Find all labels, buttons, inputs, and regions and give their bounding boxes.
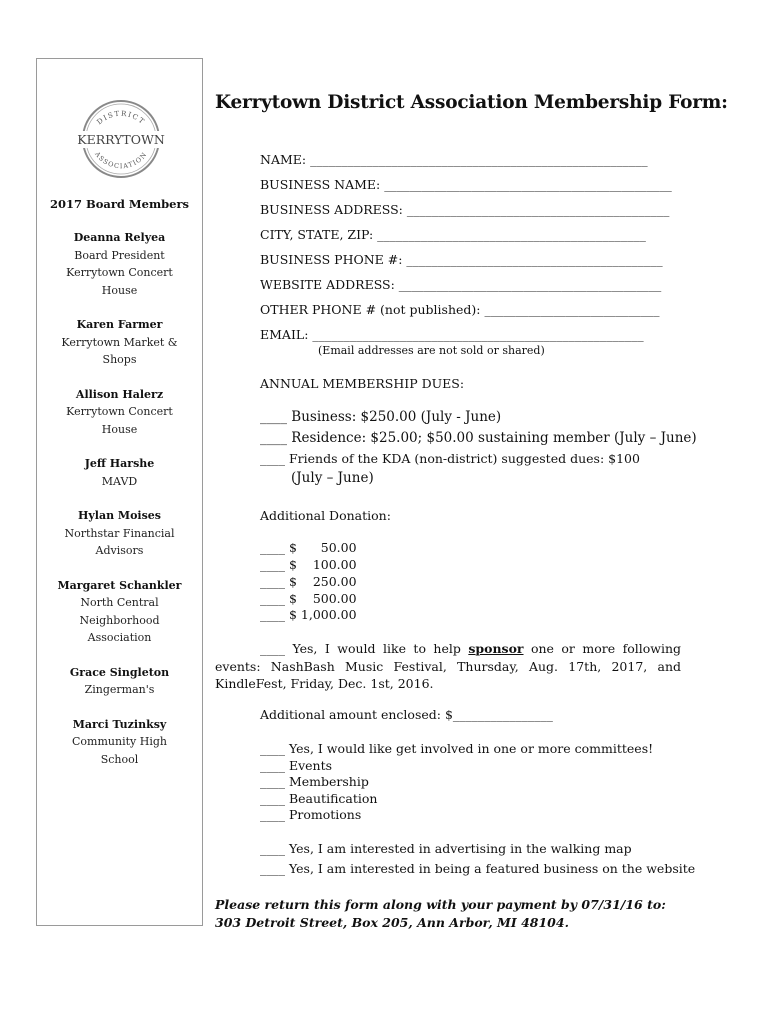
- business-address-field[interactable]: BUSINESS ADDRESS: __________________________________________: [260, 202, 670, 217]
- sponsor-paragraph[interactable]: [215, 640, 681, 693]
- dues-residence-option[interactable]: ____ Residence: $25.00; $50.00 sustaining member (July – June): [260, 430, 697, 446]
- donation-option[interactable]: ____ $ 100.00: [260, 557, 357, 572]
- featured-business-option[interactable]: ____ Yes, I am interested in being a featured business on the website: [260, 861, 696, 876]
- board-sidebar: [36, 58, 203, 926]
- dues-heading: ANNUAL MEMBERSHIP DUES:: [260, 376, 465, 391]
- email-field[interactable]: EMAIL: _____________________________________________________: [260, 327, 644, 342]
- other-phone-field[interactable]: OTHER PHONE # (not published): ____________________________: [260, 302, 660, 317]
- logo-bottom-text: ASSOCIATION: [93, 150, 149, 171]
- board-members-heading: 2017 Board Members: [49, 197, 190, 211]
- kerrytown-logo: [71, 89, 171, 189]
- board-member-name: Grace Singleton: [69, 665, 170, 679]
- board-member-name: Deanna Relyea: [73, 231, 166, 244]
- dues-friends-option[interactable]: ____ Friends of the KDA (non-district) suggested dues: $100: [260, 451, 640, 466]
- board-member-role: Zingerman's: [84, 683, 155, 696]
- committees-intro[interactable]: ____ Yes, I would like get involved in one or more committees!: [260, 741, 654, 756]
- committee-option[interactable]: ____ Events: [260, 758, 333, 773]
- svg-text:ASSOCIATION: [93, 149, 149, 170]
- logo-main-text: KERRYTOWN: [77, 132, 165, 147]
- city-state-zip-field[interactable]: CITY, STATE, ZIP: ___________________________________________: [260, 227, 646, 242]
- board-member-name: Hylan Moises: [78, 509, 161, 522]
- svg-text:DISTRICT: [96, 110, 147, 127]
- additional-amount-field[interactable]: Additional amount enclosed: $________________: [260, 707, 553, 722]
- board-member-name: Marci Tuzinksy: [72, 717, 167, 731]
- board-member-role: Kerrytown Concert House: [66, 405, 173, 436]
- committee-option[interactable]: ____ Beautification: [260, 791, 378, 806]
- board-member: [37, 316, 202, 369]
- advertising-option[interactable]: ____ Yes, I am interested in advertising in the walking map: [260, 841, 632, 856]
- return-instructions: [215, 896, 666, 931]
- board-member-role: Community High School: [72, 735, 167, 766]
- sponsor-keyword: sponsor: [468, 641, 524, 656]
- district-seal-icon: [71, 89, 171, 189]
- name-field[interactable]: NAME: ______________________________________________________: [260, 152, 648, 167]
- business-name-field[interactable]: BUSINESS NAME: ______________________________________________: [260, 177, 672, 192]
- donation-option[interactable]: ____ $ 500.00: [260, 591, 357, 606]
- board-member-name: Margaret Schankler: [57, 578, 182, 592]
- board-member-role: MAVD: [101, 474, 138, 488]
- committee-option[interactable]: ____ Membership: [260, 774, 369, 789]
- board-member-name: Karen Farmer: [76, 318, 163, 331]
- donation-heading: Additional Donation:: [260, 508, 391, 523]
- dues-friends-period: (July – June): [291, 470, 374, 486]
- board-member: [37, 716, 202, 769]
- board-member-role: North Central Neighborhood Association: [79, 596, 160, 644]
- sponsor-suffix: one or more following events: NashBash Music Festival, Thursday, Aug. 17th, 2017, and KindleFest, Friday, Dec. 1st, 2016.: [215, 641, 681, 691]
- email-note: (Email addresses are not sold or shared): [318, 344, 545, 357]
- donation-option[interactable]: ____ $ 1,000.00: [260, 607, 357, 622]
- sponsor-prefix: ____ Yes, I would like to help: [260, 641, 469, 656]
- board-member: [37, 507, 202, 560]
- board-member-name: Jeff Harshe: [84, 457, 155, 470]
- board-member: [37, 455, 202, 490]
- website-field[interactable]: WEBSITE ADDRESS: __________________________________________: [260, 277, 662, 292]
- board-member: [37, 229, 202, 299]
- return-line-1: Please return this form along with your payment by 07/31/16 to:: [215, 897, 666, 912]
- logo-top-text: DISTRICT: [95, 109, 147, 127]
- board-members-list: [37, 229, 202, 785]
- board-member-name: Allison Halerz: [75, 387, 164, 401]
- donation-option[interactable]: ____ $ 50.00: [260, 540, 357, 555]
- board-member: [37, 577, 202, 647]
- committee-option[interactable]: ____ Promotions: [260, 807, 362, 822]
- board-member-role: Kerrytown Market & Shops: [61, 335, 178, 366]
- business-phone-field[interactable]: BUSINESS PHONE #: _________________________________________: [260, 252, 663, 267]
- donation-option[interactable]: ____ $ 250.00: [260, 574, 357, 589]
- board-member-role: Northstar Financial Advisors: [64, 526, 175, 557]
- return-line-2: 303 Detroit Street, Box 205, Ann Arbor, MI 48104.: [215, 914, 569, 930]
- form-title: Kerrytown District Association Membership Form:: [215, 92, 728, 113]
- board-member: [37, 664, 202, 699]
- board-member-role: Board President Kerrytown Concert House: [66, 248, 173, 297]
- dues-business-option[interactable]: ____ Business: $250.00 (July - June): [260, 409, 502, 425]
- board-member: [37, 386, 202, 439]
